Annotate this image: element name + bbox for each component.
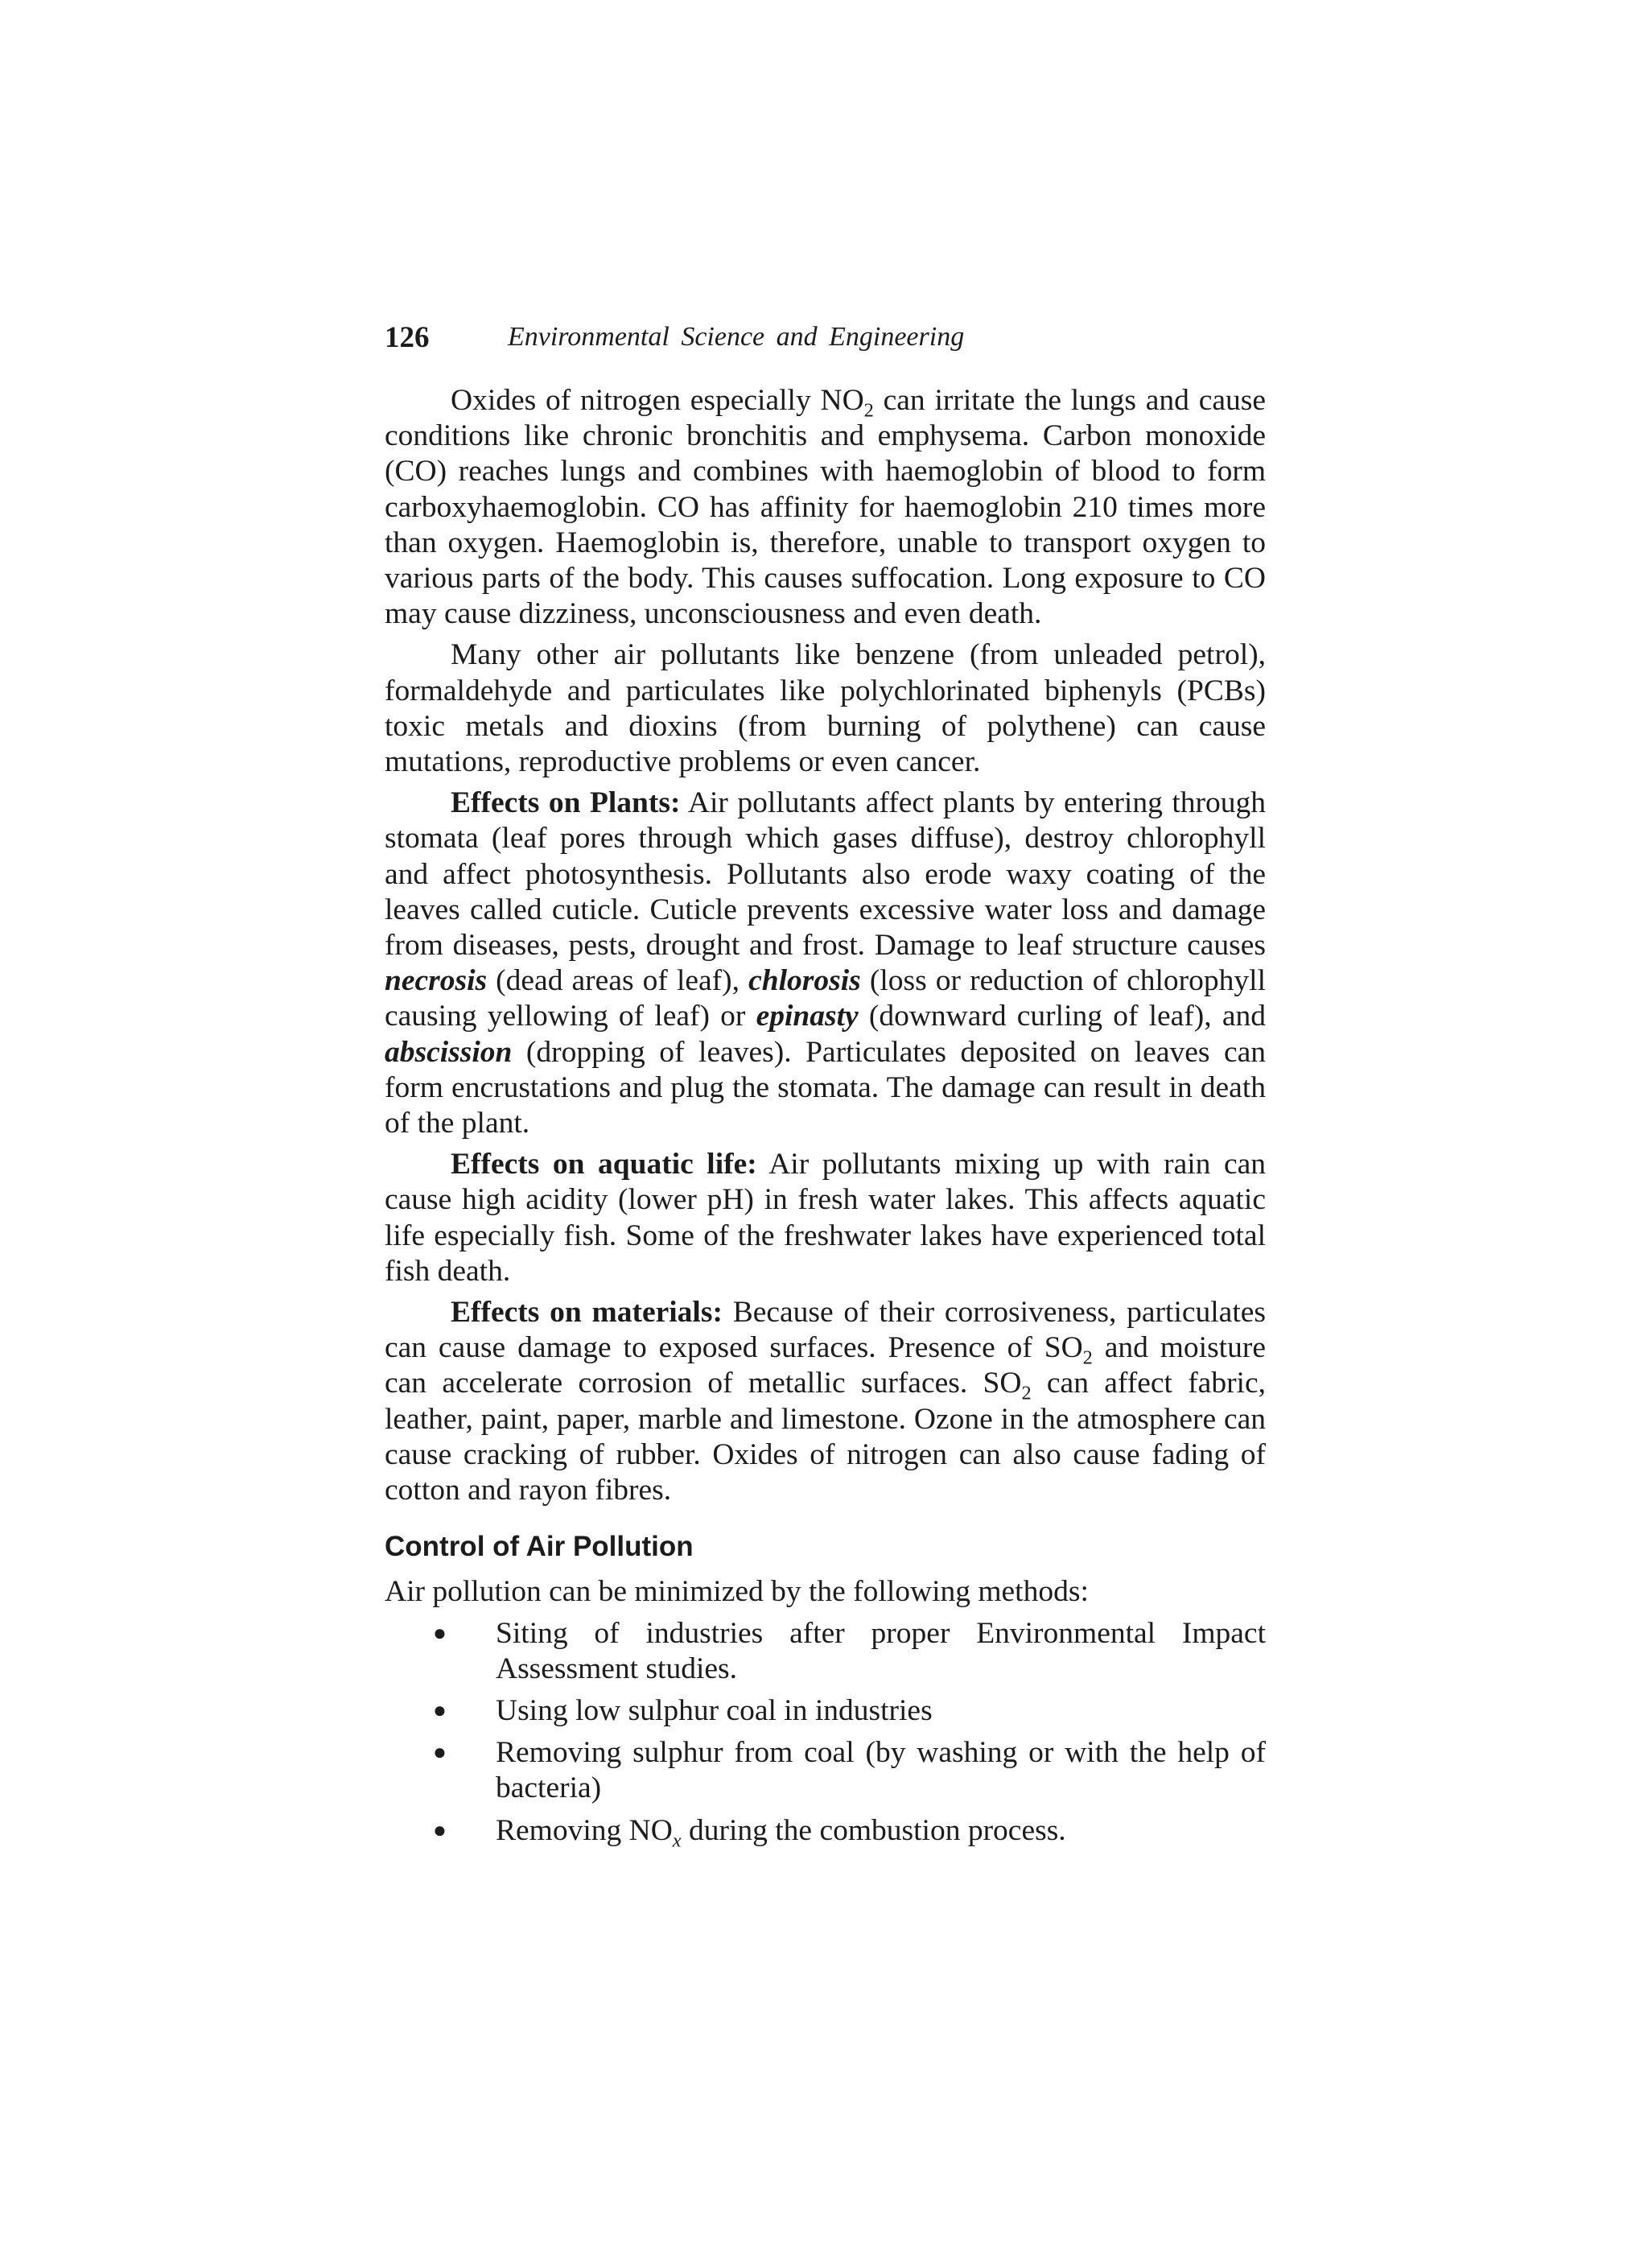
paragraph-effects-on-aquatic-life: Effects on aquatic life: Air pollutants mixing up with rain can cause high acidity (lower pH) in fresh water lakes. This affects aquatic life especially fish. Some of the freshwater lakes have experienced total fish death.	[385, 1148, 1266, 1288]
list-item: ● Using low sulphur coal in industries	[496, 1693, 1266, 1729]
lead-effects-on-aquatic-life: Effects on aquatic life:	[451, 1148, 757, 1181]
page-number: 126	[385, 321, 430, 354]
term-chlorosis: chlorosis	[748, 964, 861, 998]
bullet-icon: ●	[433, 1740, 447, 1766]
bullet-icon: ●	[433, 1620, 447, 1646]
term-necrosis: necrosis	[385, 964, 488, 998]
lead-effects-on-plants: Effects on Plants:	[451, 786, 681, 820]
lead-effects-on-materials: Effects on materials:	[451, 1296, 723, 1330]
page-header	[385, 320, 1270, 361]
paragraph-health-effects: Oxides of nitrogen especially $NO_2$ can irritate the lungs and cause conditions like chronic bronchitis and emphysema. Carbon monoxide (CO) reaches lungs and combines with haemoglobin of blood to form carboxyhaemoglobin. CO has affinity for haemoglobin 210 times more than oxygen. Haemoglobin is, therefore, unable to transport oxygen to various parts of the body. This causes suffocation. Long exposure to CO may cause dizziness, unconsciousness and even death.	[385, 384, 1266, 631]
paragraph-other-pollutants: Many other air pollutants like benzene (from unleaded petrol), formaldehyde and particulates like polychlorinated biphenyls (PCBs) toxic metals and dioxins (from burning of polythene) can cause mutations, reproductive problems or even cancer.	[385, 638, 1266, 779]
list-item: ● Removing sulphur from coal (by washing or with the help of bacteria)	[433, 1736, 1266, 1805]
list-item: ● Siting of industries after proper Environmental Impact Assessment studies.	[433, 1616, 1266, 1685]
bullet-icon: ●	[433, 1697, 447, 1723]
term-epinasty: epinasty	[756, 1000, 859, 1033]
list-item: ● Removing $NO_x$ during the combustion process.	[433, 1813, 1066, 1852]
control-methods-list	[385, 1616, 1266, 1852]
paragraph-effects-on-plants: Effects on Plants: Air pollutants affect plants by entering through stomata (leaf pores through which gases diffuse), destroy chlorophyll and affect photosynthesis. Pollutants also erode waxy coating of the leaves called cuticle. Cuticle prevents excessive water loss and damage from diseases, pests, drought and frost. Damage to leaf structure causes necrosis (dead areas of leaf), chlorosis (loss or reduction of chlorophyll causing yellowing of leaf) or epinasty (downward curling of leaf), and abscission (dropping of leaves). Particulates deposited on leaves can form encrustations and plug the stomata. The damage can result in death of the plant.	[385, 786, 1267, 1140]
control-intro: Air pollution can be minimized by the following methods:	[385, 1575, 1089, 1609]
term-abscission: abscission	[385, 1035, 513, 1069]
section-heading-control-of-air-pollution: Control of Air Pollution	[385, 1531, 694, 1563]
running-title: Environmental Science and Engineering	[508, 322, 965, 352]
paragraph-effects-on-materials: Effects on materials: Because of their corrosiveness, particulates can cause damage to exposed surfaces. Presence of $SO_2$ and moisture can accelerate corrosion of metallic surfaces. $SO_2$ can affect fabric, leather, paint, paper, marble and limestone. Ozone in the atmosphere can cause cracking of rubber. Oxides of nitrogen can also cause fading of cotton and rayon fibres.	[385, 1296, 1266, 1507]
page-body	[385, 383, 1266, 1855]
bullet-icon: ●	[433, 1817, 447, 1843]
